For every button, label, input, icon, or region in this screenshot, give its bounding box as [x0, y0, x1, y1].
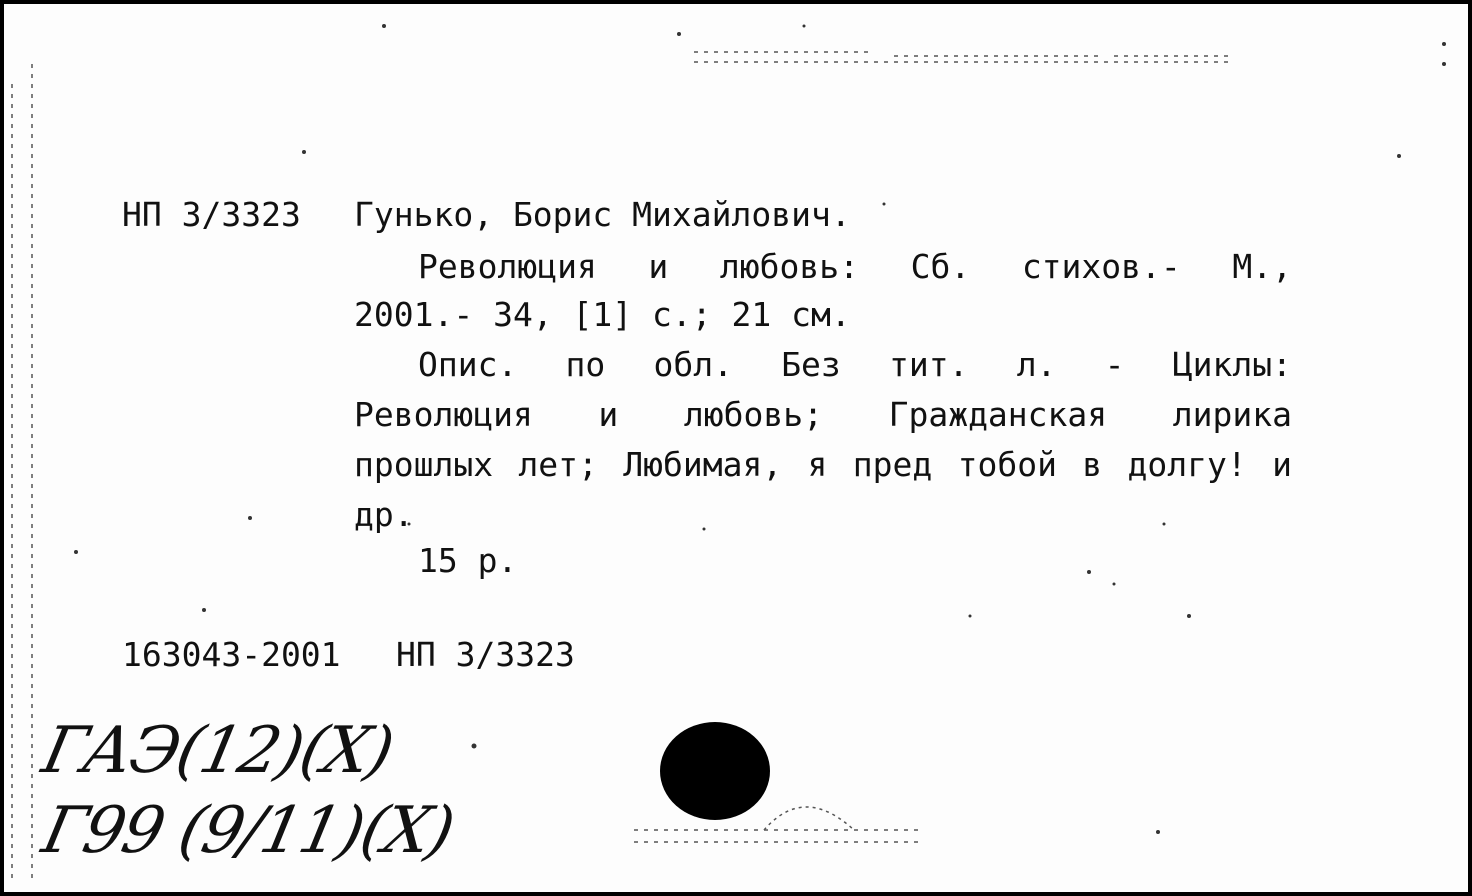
- note-word: Гражданская: [888, 395, 1108, 434]
- note-word: лирика: [1172, 395, 1292, 434]
- note-line-3: [354, 445, 1292, 484]
- note-word: Циклы:: [1172, 345, 1292, 384]
- note-word: любовь;: [683, 395, 823, 434]
- note-word: Революция: [354, 395, 533, 434]
- author-heading: Гунько, Борис Михайлович.: [354, 195, 851, 234]
- note-word: Без: [781, 345, 841, 384]
- note-word: тит.: [889, 345, 969, 384]
- handwritten-note-2: Г99 (9/11)(X): [36, 794, 460, 868]
- note-line-1: [418, 345, 1292, 384]
- note-word: и: [598, 395, 619, 434]
- title-line-1: [418, 247, 1292, 286]
- note-word: пред: [852, 445, 933, 484]
- title-word: М.,: [1232, 247, 1292, 286]
- title-word: Революция: [418, 247, 597, 286]
- handwritten-note-1: ГАЭ(12)(X): [36, 714, 399, 788]
- note-word: Любимая,: [623, 445, 783, 484]
- title-word: стихов.-: [1021, 247, 1181, 286]
- note-word: и: [1272, 445, 1292, 484]
- title-word: Сб.: [910, 247, 971, 286]
- catalog-card: [4, 4, 1468, 892]
- note-word: в: [1082, 445, 1103, 484]
- note-word: обл.: [653, 345, 733, 384]
- punch-hole: [660, 722, 770, 820]
- note-word: -: [1104, 345, 1125, 384]
- title-word: и: [648, 247, 669, 286]
- title-line-2: 2001.- 34, [1] с.; 21 см.: [354, 295, 851, 334]
- note-word: я: [807, 445, 828, 484]
- note-word: Опис.: [418, 345, 518, 384]
- record-number: 163043-2001: [122, 635, 341, 674]
- title-word: любовь:: [719, 247, 859, 286]
- note-word: л.: [1016, 345, 1057, 384]
- note-word: лет;: [518, 445, 598, 484]
- shelfmark: НП 3/3323: [122, 195, 301, 234]
- note-line-2: [354, 395, 1292, 434]
- note-line-4: др.: [354, 495, 414, 534]
- shelfmark-bottom: НП 3/3323: [396, 635, 575, 674]
- note-word: долгу!: [1127, 445, 1247, 484]
- note-word: тобой: [957, 445, 1057, 484]
- price: 15 р.: [418, 541, 518, 580]
- note-word: по: [565, 345, 606, 384]
- note-word: прошлых: [354, 445, 494, 484]
